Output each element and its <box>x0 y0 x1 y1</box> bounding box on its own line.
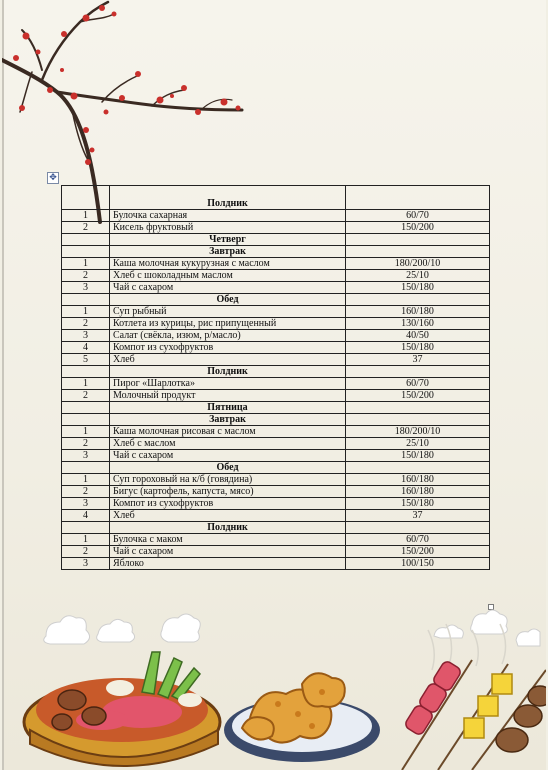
menu-item-row <box>62 450 490 462</box>
empty-cell <box>62 366 110 378</box>
portion-amount: 160/180 <box>346 306 490 318</box>
dish-name: Пирог «Шарлотка» <box>110 378 346 390</box>
menu-item-row <box>62 282 490 294</box>
menu-section-row <box>62 414 490 426</box>
dish-name: Салат (свёкла, изюм, р/масло) <box>110 330 346 342</box>
table-move-handle[interactable] <box>47 172 59 184</box>
menu-item-row <box>62 330 490 342</box>
dish-name: Бигус (картофель, капуста, мясо) <box>110 486 346 498</box>
menu-table <box>61 185 490 570</box>
section-heading: Полдник <box>110 366 346 378</box>
dish-name: Хлеб <box>110 510 346 522</box>
document-page <box>2 0 546 770</box>
menu-item-row <box>62 558 490 570</box>
item-number: 1 <box>62 258 110 270</box>
item-number: 1 <box>62 378 110 390</box>
dish-name: Каша молочная рисовая с маслом <box>110 426 346 438</box>
menu-item-row <box>62 438 490 450</box>
menu-item-row <box>62 270 490 282</box>
item-number: 3 <box>62 282 110 294</box>
portion-amount: 150/200 <box>346 546 490 558</box>
item-number: 3 <box>62 498 110 510</box>
menu-item-row <box>62 318 490 330</box>
menu-section-row <box>62 522 490 534</box>
dish-name: Котлета из курицы, рис припущенный <box>110 318 346 330</box>
food-illustration <box>2 600 546 770</box>
menu-item-row <box>62 546 490 558</box>
menu-item-row <box>62 378 490 390</box>
item-number: 1 <box>62 426 110 438</box>
portion-amount: 150/180 <box>346 282 490 294</box>
menu-section-row <box>62 234 490 246</box>
dish-name: Яблоко <box>110 558 346 570</box>
item-number: 1 <box>62 210 110 222</box>
move-arrows-icon: ✥ <box>49 173 57 183</box>
dish-name: Хлеб с маслом <box>110 438 346 450</box>
empty-cell <box>346 366 490 378</box>
portion-amount: 180/200/10 <box>346 258 490 270</box>
empty-cell <box>346 462 490 474</box>
empty-cell <box>346 246 490 258</box>
menu-item-row <box>62 510 490 522</box>
item-number: 2 <box>62 270 110 282</box>
empty-cell <box>346 522 490 534</box>
dish-name: Булочка сахарная <box>110 210 346 222</box>
section-heading: Обед <box>110 462 346 474</box>
menu-item-row <box>62 210 490 222</box>
item-number: 2 <box>62 486 110 498</box>
portion-amount: 180/200/10 <box>346 426 490 438</box>
empty-cell <box>62 402 110 414</box>
menu-item-row <box>62 306 490 318</box>
menu-item-row <box>62 342 490 354</box>
item-number: 4 <box>62 342 110 354</box>
portion-amount: 100/150 <box>346 558 490 570</box>
dish-name: Компот из сухофруктов <box>110 342 346 354</box>
menu-section-row <box>62 402 490 414</box>
empty-cell <box>62 246 110 258</box>
dish-name: Суп рыбный <box>110 306 346 318</box>
menu-item-row <box>62 258 490 270</box>
menu-item-row <box>62 534 490 546</box>
item-number: 2 <box>62 222 110 234</box>
dish-name: Чай с сахаром <box>110 546 346 558</box>
item-number: 4 <box>62 510 110 522</box>
menu-section-row <box>62 462 490 474</box>
empty-cell <box>346 294 490 306</box>
portion-amount: 150/180 <box>346 498 490 510</box>
menu-item-row <box>62 222 490 234</box>
portion-amount: 130/160 <box>346 318 490 330</box>
section-heading: Завтрак <box>110 246 346 258</box>
dish-name: Кисель фруктовый <box>110 222 346 234</box>
portion-amount: 150/200 <box>346 390 490 402</box>
menu-section-row <box>62 294 490 306</box>
empty-cell <box>346 234 490 246</box>
item-number: 1 <box>62 534 110 546</box>
dish-name: Молочный продукт <box>110 390 346 402</box>
dish-name: Хлеб <box>110 354 346 366</box>
portion-amount: 37 <box>346 354 490 366</box>
menu-item-row <box>62 354 490 366</box>
empty-cell <box>62 414 110 426</box>
portion-amount: 150/200 <box>346 222 490 234</box>
item-number: 2 <box>62 390 110 402</box>
section-heading: Четверг <box>110 234 346 246</box>
portion-amount: 25/10 <box>346 270 490 282</box>
menu-item-row <box>62 486 490 498</box>
item-number: 2 <box>62 438 110 450</box>
empty-cell <box>62 462 110 474</box>
portion-amount: 60/70 <box>346 378 490 390</box>
menu-section-row <box>62 246 490 258</box>
empty-cell <box>346 186 490 210</box>
empty-cell <box>62 294 110 306</box>
dish-name: Чай с сахаром <box>110 282 346 294</box>
menu-table-body <box>62 186 490 570</box>
dish-name: Чай с сахаром <box>110 450 346 462</box>
portion-amount: 150/180 <box>346 450 490 462</box>
empty-cell <box>346 414 490 426</box>
section-heading: Полдник <box>110 522 346 534</box>
portion-amount: 60/70 <box>346 210 490 222</box>
item-number: 2 <box>62 318 110 330</box>
menu-section-row <box>62 366 490 378</box>
item-number: 3 <box>62 450 110 462</box>
menu-item-row <box>62 390 490 402</box>
portion-amount: 160/180 <box>346 486 490 498</box>
portion-amount: 60/70 <box>346 534 490 546</box>
portion-amount: 160/180 <box>346 474 490 486</box>
empty-cell <box>62 186 110 210</box>
portion-amount: 37 <box>346 510 490 522</box>
menu-item-row <box>62 474 490 486</box>
dish-name: Булочка с маком <box>110 534 346 546</box>
empty-cell <box>62 234 110 246</box>
menu-item-row <box>62 426 490 438</box>
item-number: 3 <box>62 558 110 570</box>
section-heading: Завтрак <box>110 414 346 426</box>
item-number: 5 <box>62 354 110 366</box>
portion-amount: 40/50 <box>346 330 490 342</box>
dish-name: Компот из сухофруктов <box>110 498 346 510</box>
section-heading: Обед <box>110 294 346 306</box>
empty-cell <box>62 522 110 534</box>
dish-name: Хлеб с шоколадным маслом <box>110 270 346 282</box>
item-number: 2 <box>62 546 110 558</box>
section-heading: Пятница <box>110 402 346 414</box>
item-number: 1 <box>62 474 110 486</box>
empty-cell <box>346 402 490 414</box>
menu-section-row <box>62 186 490 210</box>
dish-name: Суп гороховый на к/б (говядина) <box>110 474 346 486</box>
item-number: 3 <box>62 330 110 342</box>
portion-amount: 25/10 <box>346 438 490 450</box>
portion-amount: 150/180 <box>346 342 490 354</box>
dish-name: Каша молочная кукурузная с маслом <box>110 258 346 270</box>
section-heading: Полдник <box>110 186 346 210</box>
menu-item-row <box>62 498 490 510</box>
item-number: 1 <box>62 306 110 318</box>
